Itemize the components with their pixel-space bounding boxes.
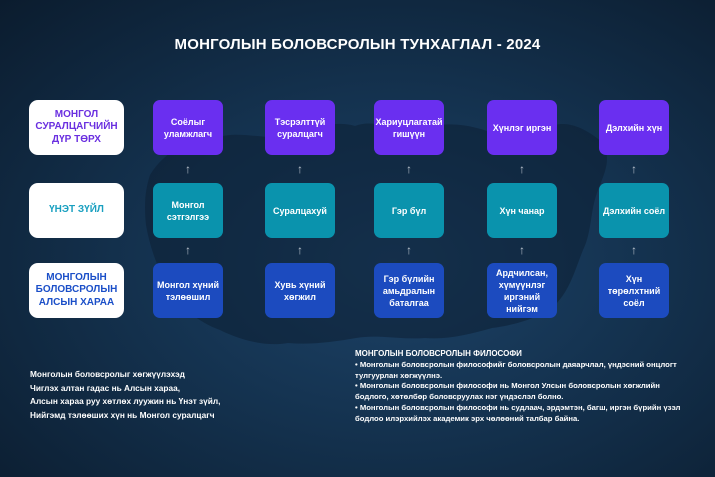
value-cell: Дэлхийн соёл	[599, 183, 669, 238]
profile-cell: Тэсрэлттүй суралцагч	[265, 100, 335, 155]
guiding-line: Монголын боловсролыг хөгжүүлэхэд	[30, 369, 185, 379]
row-label-values: ҮНЭТ ЗҮЙЛ	[29, 183, 124, 238]
vision-cell: Ардчилсан, хүмүүнлэг иргэний нийгэм	[487, 263, 557, 318]
profile-cell: Хүнлэг иргэн	[487, 100, 557, 155]
profile-cell: Дэлхийн хүн	[599, 100, 669, 155]
page-title: МОНГОЛЫН БОЛОВСРОЛЫН ТУНХАГЛАЛ - 2024	[174, 36, 541, 53]
philosophy-section	[355, 349, 695, 425]
profile-cell: Соёлыг уламжлагч	[153, 100, 223, 155]
arrow-up-icon: ↑	[297, 243, 303, 257]
arrow-up-icon: ↑	[185, 243, 191, 257]
vision-cell: Хүн төрөлхтний соёл	[599, 263, 669, 318]
value-cell: Хүн чанар	[487, 183, 557, 238]
value-cell: Монгол сэтгэлгээ	[153, 183, 223, 238]
arrow-up-icon: ↑	[406, 162, 412, 176]
arrow-up-icon: ↑	[297, 162, 303, 176]
guiding-line: Нийгэмд тэлөөших хүн нь Монгол суралцагч	[30, 409, 215, 420]
row-label-learner-profile: МОНГОЛ СУРАЛЦАГЧИЙН ДҮР ТӨРХ	[29, 100, 124, 155]
philosophy-heading: МОНГОЛЫН БОЛОВСРОЛЫН ФИЛОСОФИ	[355, 349, 522, 358]
vision-cell: Гэр бүлийн амьдралын баталгаа	[374, 263, 444, 318]
guiding-line: Алсын хараа руу хөтлөх луужин нь Үнэт зүйл,	[30, 396, 221, 406]
arrow-up-icon: ↑	[631, 162, 637, 176]
arrow-up-icon: ↑	[185, 162, 191, 176]
profile-cell: Хариуцлагатай гишүүн	[374, 100, 444, 155]
row-label-vision: МОНГОЛЫН БОЛОВСРОЛЫН АЛСЫН ХАРАА	[29, 263, 124, 318]
philosophy-bullet: • Монголын боловсролын философи нь Монгол Улсын боловсролын хөгжлийн бодлого, хөтөлбөр боловсруулах нэг үндэслэл болно.	[355, 381, 660, 402]
arrow-up-icon: ↑	[406, 243, 412, 257]
vision-cell: Монгол хүний тэлөөшил	[153, 263, 223, 318]
value-cell: Суралцахуй	[265, 183, 335, 238]
guiding-line: Чиглэх алтан гадас нь Алсын хараа,	[30, 382, 181, 393]
philosophy-bullet: • Монголын боловсролын философи нь судлаач, эрдэмтэн, багш, иргэн бүрийн үзэл бодлоо илэрхийлэх академик эрх чөлөөний талбар байна.	[355, 402, 681, 423]
value-cell: Гэр бүл	[374, 183, 444, 238]
arrow-up-icon: ↑	[631, 243, 637, 257]
arrow-up-icon: ↑	[519, 243, 525, 257]
philosophy-bullet: • Монголын боловсролын философийг боловсролын даяарчлал, үндэсний онцлогт тулгуурлан хөгжүүлнэ.	[355, 359, 677, 380]
vision-cell: Хувь хүний хөгжил	[265, 263, 335, 318]
arrow-up-icon: ↑	[519, 162, 525, 176]
guiding-statement	[30, 368, 330, 422]
